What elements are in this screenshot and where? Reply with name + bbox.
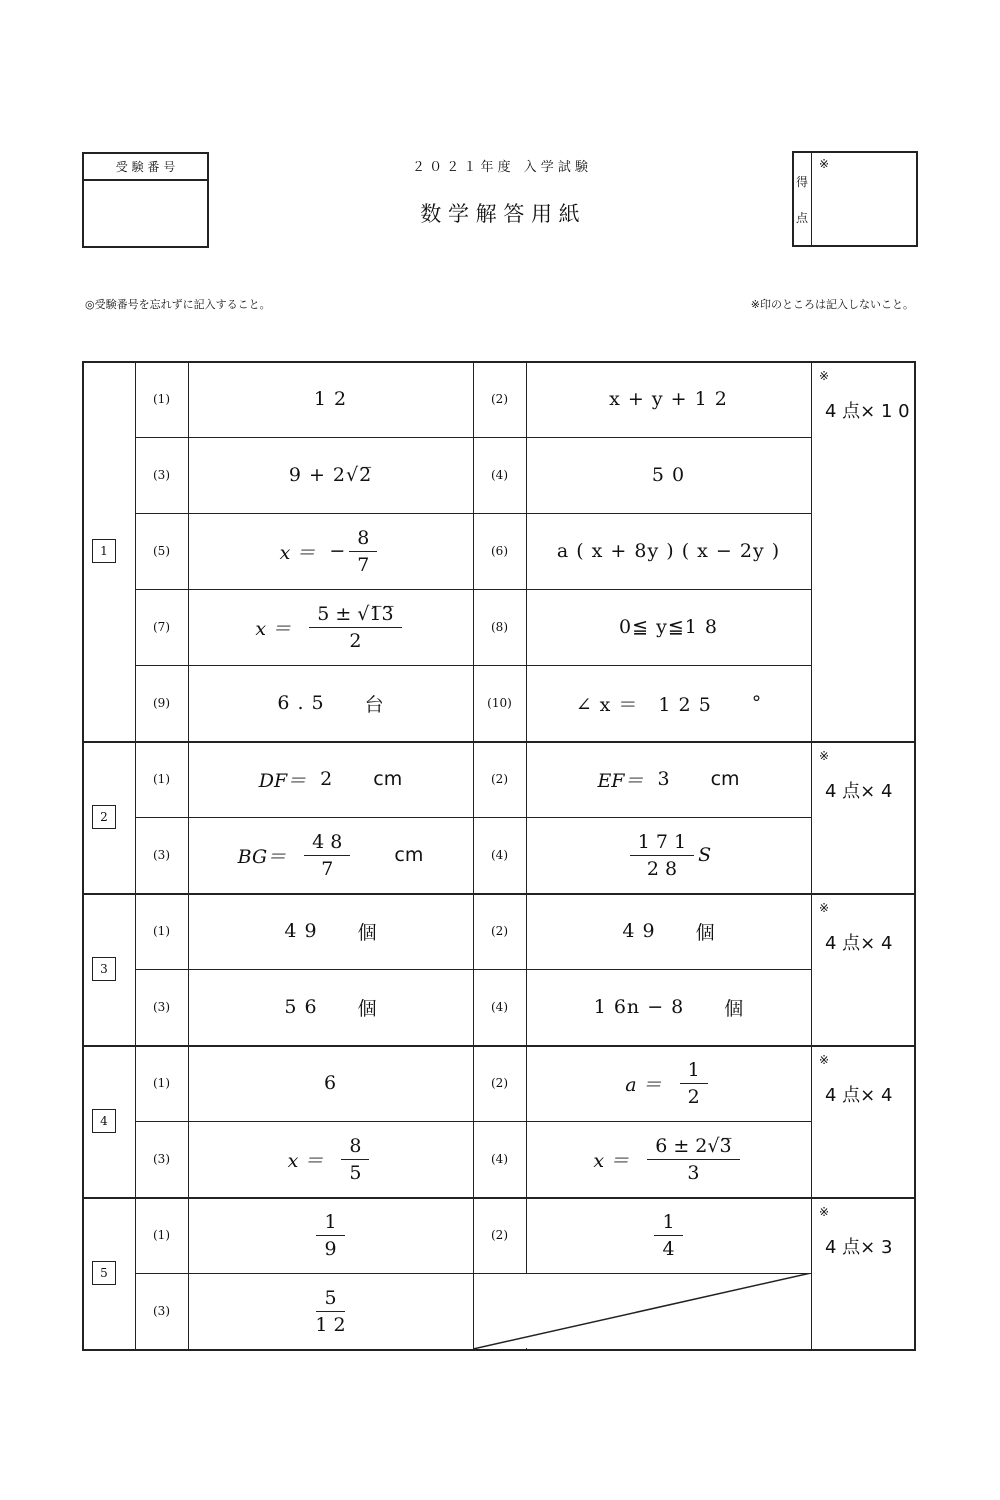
answer-fraction <box>630 831 694 880</box>
answer-cell[interactable] <box>188 361 473 437</box>
fraction-numerator: 1 <box>680 1059 708 1084</box>
answer-fraction <box>680 1059 708 1108</box>
question-number: (10) <box>487 696 512 710</box>
answer-cell[interactable] <box>188 665 473 741</box>
question-number: (2) <box>491 1076 508 1090</box>
question-number: (7) <box>153 620 170 634</box>
score-mark: ※ <box>819 157 830 171</box>
answer-cell[interactable] <box>526 817 811 893</box>
question-number: (3) <box>153 1000 170 1014</box>
question-number: (3) <box>153 1304 170 1318</box>
answer-cell[interactable] <box>526 969 811 1045</box>
question-number: (2) <box>491 924 508 938</box>
answer-cell[interactable] <box>526 437 811 513</box>
answer-prefix: a ＝ <box>625 1073 662 1096</box>
answer-value: 2 <box>320 768 334 790</box>
answer-value: 5 0 <box>651 464 686 486</box>
answer-unit: cm <box>710 768 740 790</box>
score-label-bottom: 点 <box>796 211 809 225</box>
answer-cell[interactable] <box>188 1197 473 1273</box>
answer-value: 1 2 <box>313 388 348 410</box>
answer-cell[interactable] <box>526 1121 811 1197</box>
page-title: 数 学 解 答 用 紙 <box>420 202 580 226</box>
answer-prefix: x ＝ <box>593 1149 630 1172</box>
answer-unit: 個 <box>724 997 744 1020</box>
question-number: (1) <box>153 772 170 786</box>
answer-unit: cm <box>394 844 424 866</box>
answer-value: 6 <box>323 1072 338 1094</box>
points-allocation: 4 点× 1 0 <box>825 401 910 422</box>
answer-fraction <box>654 1211 682 1260</box>
answer-prefix: BG＝ <box>237 845 287 868</box>
answer-cell[interactable] <box>188 969 473 1045</box>
question-number: (1) <box>153 1076 170 1090</box>
answer-unit: ° <box>751 692 762 714</box>
fraction-numerator: 6 ± 2√3̅ <box>647 1135 739 1160</box>
question-number: (3) <box>153 848 170 862</box>
fraction-numerator: 1 7 1 <box>630 831 694 856</box>
points-allocation: 4 点× 4 <box>825 1085 893 1106</box>
answer-cell[interactable] <box>526 1197 811 1273</box>
question-number: (4) <box>491 1000 508 1014</box>
fraction-denominator: 3 <box>687 1161 700 1184</box>
fraction-numerator: 5 ± √1̅3̅ <box>309 603 401 628</box>
column-divider <box>811 893 812 1045</box>
answer-value: 4 9 <box>622 920 656 942</box>
score-mark: ※ <box>819 749 830 763</box>
answer-prefix: x ＝ <box>255 617 292 640</box>
answer-value: 0≦ y≦1 8 <box>619 616 718 638</box>
answer-fraction <box>304 831 350 880</box>
answer-value: a ( x + 8y ) ( x − 2y ) <box>556 540 781 562</box>
answer-cell[interactable] <box>188 893 473 969</box>
question-number: (1) <box>153 1228 170 1242</box>
answer-cell[interactable] <box>526 1045 811 1121</box>
question-number: (3) <box>153 468 170 482</box>
fraction-denominator: 9 <box>324 1237 337 1260</box>
answer-fraction <box>341 1135 369 1184</box>
question-number: (6) <box>491 544 508 558</box>
question-number: (5) <box>153 544 170 558</box>
question-number: (1) <box>153 392 170 406</box>
fraction-denominator: 4 <box>662 1237 675 1260</box>
exam-number-label: 受 験 番 号 <box>84 154 207 181</box>
question-number: (2) <box>491 772 508 786</box>
question-number: (8) <box>491 620 508 634</box>
answer-prefix: x ＝ <box>279 541 316 564</box>
score-label-top: 得 <box>796 175 809 189</box>
answer-prefix: x ＝ <box>287 1149 324 1172</box>
answer-fraction <box>315 1287 345 1336</box>
answer-cell[interactable] <box>188 1045 473 1121</box>
question-number: (1) <box>153 924 170 938</box>
points-allocation: 4 点× 4 <box>825 933 893 954</box>
points-allocation: 4 点× 3 <box>825 1237 893 1258</box>
fraction-denominator: 2 <box>349 629 362 652</box>
question-number: (2) <box>491 1228 508 1242</box>
answer-cell[interactable] <box>188 741 473 817</box>
exam-number-box[interactable] <box>82 152 209 248</box>
section-number: 1 <box>92 539 116 563</box>
question-number: (9) <box>153 696 170 710</box>
fraction-numerator: 4 8 <box>304 831 350 856</box>
question-number: (3) <box>153 1152 170 1166</box>
answer-value: ∠ x ＝ 1 2 5 <box>575 693 712 716</box>
answer-value: 9 + 2√2̅ <box>288 464 373 486</box>
answer-cell[interactable] <box>188 437 473 513</box>
answer-fraction <box>647 1135 739 1184</box>
answer-prefix: DF＝ <box>258 769 307 792</box>
answer-cell[interactable] <box>526 665 811 741</box>
fraction-denominator: 7 <box>357 553 370 576</box>
answer-cell[interactable] <box>188 1273 473 1349</box>
question-number: (2) <box>491 392 508 406</box>
answer-value: 6 . 5 <box>277 692 325 714</box>
question-number: (4) <box>491 468 508 482</box>
answer-unit: 個 <box>357 921 377 944</box>
answer-suffix: S <box>698 844 712 866</box>
fraction-numerator: 8 <box>349 527 377 552</box>
fraction-denominator: 7 <box>321 857 334 880</box>
answer-cell[interactable] <box>188 513 473 589</box>
note-right: ※印のところは記入しないこと。 <box>750 298 914 311</box>
fraction-numerator: 5 <box>316 1287 344 1312</box>
answer-value: 4 9 <box>284 920 318 942</box>
answer-value: 3 <box>657 768 671 790</box>
fraction-numerator: 1 <box>654 1211 682 1236</box>
answer-fraction <box>349 527 377 576</box>
section-number: 3 <box>92 957 116 981</box>
score-box <box>792 151 918 247</box>
fraction-numerator: 8 <box>341 1135 369 1160</box>
fraction-denominator: 5 <box>349 1161 362 1184</box>
answer-cell[interactable] <box>526 513 811 589</box>
fraction-denominator: 2 <box>687 1085 700 1108</box>
answer-cell[interactable] <box>526 741 811 817</box>
answer-fraction <box>316 1211 344 1260</box>
question-number: (4) <box>491 1152 508 1166</box>
column-divider <box>811 741 812 893</box>
column-divider <box>811 1045 812 1197</box>
score-mark: ※ <box>819 1205 830 1219</box>
answer-unit: 台 <box>364 693 384 716</box>
answer-cell[interactable] <box>526 589 811 665</box>
fraction-denominator: 2 8 <box>646 857 678 880</box>
column-divider <box>811 361 812 741</box>
note-left: ◎受験番号を忘れずに記入すること。 <box>85 298 271 311</box>
answer-unit: cm <box>373 768 403 790</box>
points-allocation: 4 点× 4 <box>825 781 893 802</box>
section-number: 2 <box>92 805 116 829</box>
fraction-denominator: 1 2 <box>315 1313 346 1336</box>
answer-fraction <box>309 603 401 652</box>
score-mark: ※ <box>819 369 830 383</box>
diagonal-line <box>473 1273 811 1349</box>
section-number: 5 <box>92 1261 116 1285</box>
score-mark: ※ <box>819 1053 830 1067</box>
answer-unit: 個 <box>357 997 377 1020</box>
answer-unit: 個 <box>695 921 715 944</box>
column-divider <box>811 1197 812 1349</box>
answer-cell[interactable] <box>526 893 811 969</box>
exam-subtitle: ２ ０ ２ １ 年 度 入 学 試 験 <box>411 160 589 175</box>
unused-cell-diagonal <box>473 1273 811 1349</box>
score-mark: ※ <box>819 901 830 915</box>
answer-value: x + y + 1 2 <box>609 388 728 410</box>
question-number: (4) <box>491 848 508 862</box>
answer-sign: − <box>329 540 346 562</box>
answer-prefix: EF＝ <box>597 769 644 792</box>
answer-cell[interactable] <box>188 1121 473 1197</box>
section-number: 4 <box>92 1109 116 1133</box>
answer-value: 1 6n − 8 <box>593 996 685 1018</box>
fraction-numerator: 1 <box>316 1211 344 1236</box>
answer-value: 5 6 <box>284 996 318 1018</box>
answer-cell[interactable] <box>188 817 473 893</box>
answer-cell[interactable] <box>188 589 473 665</box>
answer-cell[interactable] <box>526 361 811 437</box>
